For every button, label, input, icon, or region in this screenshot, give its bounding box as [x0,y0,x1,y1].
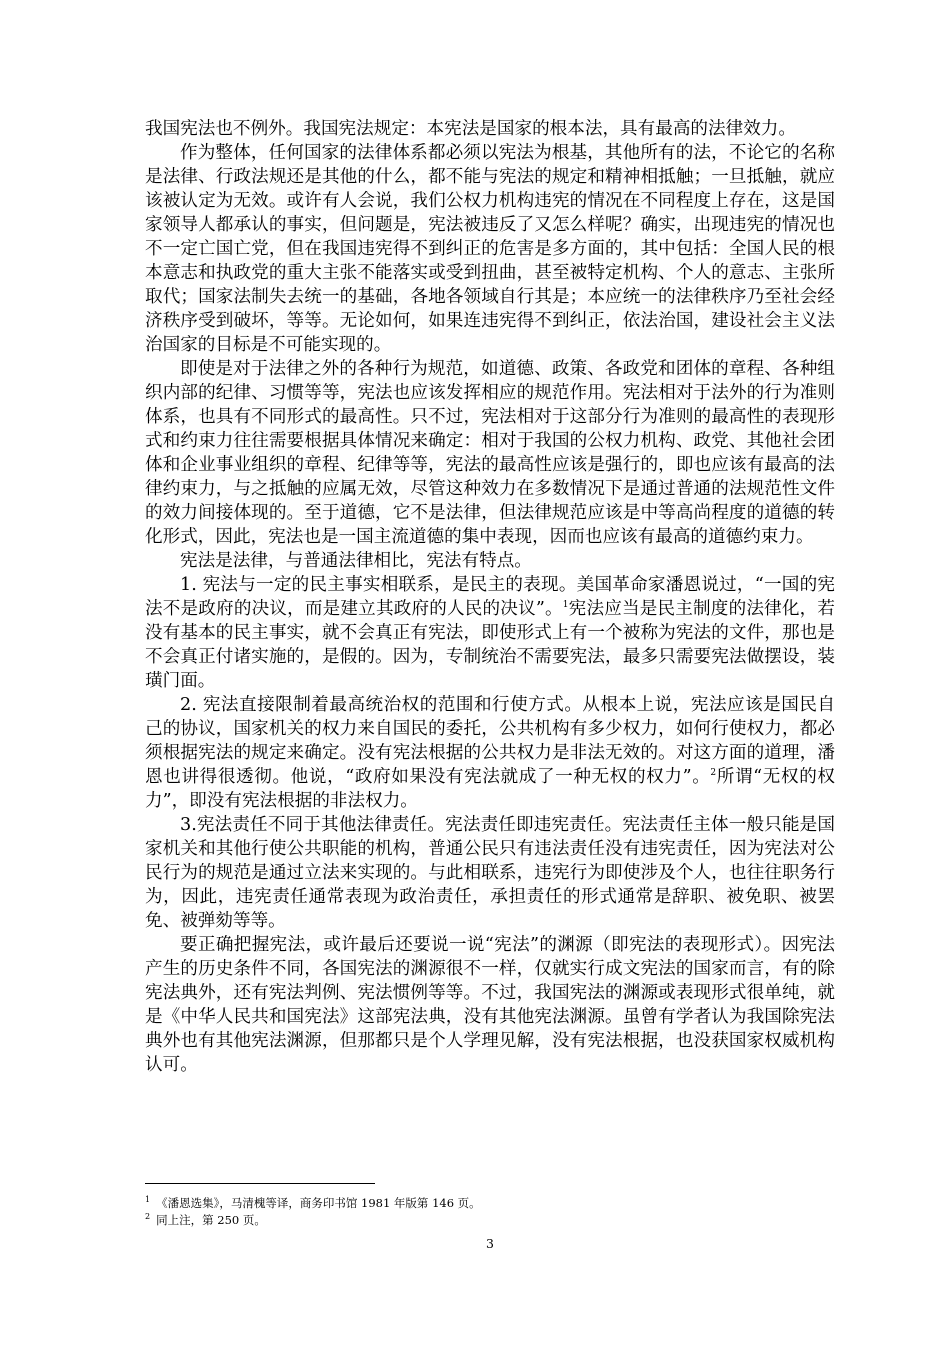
footnote-reference: 2 [710,768,717,778]
body-paragraph [145,549,835,573]
footnotes [145,1195,835,1229]
body-paragraph [145,933,835,1077]
footnote-marker: 2 [145,1212,151,1221]
paragraph-text: 宪法应当是民主制度的法律化，若没有基本的民主事实，就不会真正有宪法，即使形式上有一个被称为宪法的文件，那也是不会真正付诸实施的，是假的。因为，专制统治不需要宪法，最多只需要宪法做摆设，装璜门面。 [145,599,835,691]
body-paragraph [145,693,835,813]
paragraph-text: 2. 宪法直接限制着最高统治权的范围和行使方式。从根本上说，宪法应该是国民自己的协议，国家机关的权力来自国民的委托，公共机构有多少权力，如何行使权力，都必须根据宪法的规定来确定。没有宪法根据的公共权力是非法无效的。对这方面的道理，潘恩也讲得很透彻。他说，“政府如果没有宪法就成了一种无权的权力”。 [145,695,835,787]
paragraph-text: 即使是对于法律之外的各种行为规范，如道德、政策、各政党和团体的章程、各种组织内部的纪律、习惯等等，宪法也应该发挥相应的规范作用。宪法相对于法外的行为准则体系，也具有不同形式的最高性。只不过，宪法相对于这部分行为准则的最高性的表现形式和约束力往往需要根据具体情况来确定：相对于我国的公权力机构、政党、其他社会团体和企业事业组织的章程、纪律等等，宪法的最高性应该是强行的，即也应该有最高的法律约束力，与之抵触的应属无效，尽管这种效力在多数情况下是通过普通的法规范性文件的效力间接体现的。至于道德，它不是法律，但法律规范应该是中等高尚程度的道德的转化形式，因此，宪法也是一国主流道德的集中表现，因而也应该有最高的道德约束力。 [145,359,835,547]
paragraph-text: 作为整体，任何国家的法律体系都必须以宪法为根基，其他所有的法，不论它的名称是法律、行政法规还是其他的什么，都不能与宪法的规定和精神相抵触；一旦抵触，就应该被认定为无效。或许有人会说，我们公权力机构违宪的情况在不同程度上存在，这是国家领导人都承认的事实，但问题是，宪法被违反了又怎么样呢？确实，出现违宪的情况也不一定亡国亡党，但在我国违宪得不到纠正的危害是多方面的，其中包括：全国人民的根本意志和执政党的重大主张不能落实或受到扭曲，甚至被特定机构、个人的意志、主张所取代；国家法制失去统一的基础，各地各领域自行其是；本应统一的法律秩序乃至社会经济秩序受到破坏，等等。无论如何，如果连违宪得不到纠正，依法治国，建设社会主义法治国家的目标是不可能实现的。 [145,143,835,355]
paragraph-text: 宪法是法律，与普通法律相比，宪法有特点。 [180,551,532,571]
paragraph-text: 所谓“无权的权力”，即没有宪法根据的非法权力。 [145,767,836,811]
body-paragraph [145,117,835,141]
body-text [145,117,835,1077]
footnote-text: 同上注，第 250 页。 [156,1213,266,1227]
paragraph-text: 我国宪法也不例外。我国宪法规定：本宪法是国家的根本法，具有最高的法律效力。 [145,119,796,139]
body-paragraph [145,573,835,693]
footnote-marker: 1 [145,1195,151,1204]
body-paragraph [145,357,835,549]
footnote-text: 《潘恩选集》，马清槐等译，商务印书馆 1981 年版第 146 页。 [156,1196,481,1210]
body-paragraph [145,813,835,933]
paragraph-text: 1. 宪法与一定的民主事实相联系，是民主的表现。美国革命家潘恩说过，“一国的宪法不是政府的决议，而是建立其政府的人民的决议”。 [145,575,835,619]
paragraph-text: 要正确把握宪法，或许最后还要说一说“宪法”的渊源（即宪法的表现形式）。因宪法产生的历史条件不同，各国宪法的渊源很不一样，仅就实行成文宪法的国家而言，有的除宪法典外，还有宪法判例、宪法惯例等等。不过，我国宪法的渊源或表现形式很单纯，就是《中华人民共和国宪法》这部宪法典，没有其他宪法渊源。虽曾有学者认为我国除宪法典外也有其他宪法渊源，但那都只是个人学理见解，没有宪法根据，也没获国家权威机构认可。 [145,935,835,1075]
footnote-item [145,1212,835,1229]
body-paragraph [145,141,835,357]
footnote-item [145,1195,835,1212]
paragraph-text: 3.宪法责任不同于其他法律责任。宪法责任即违宪责任。宪法责任主体一般只能是国家机关和其他行使公共职能的机构，普通公民只有违法责任没有违宪责任，因为宪法对公民行为的规范是通过立法来实现的。与此相联系，违宪行为即使涉及个人，也往往职务行为，因此，违宪责任通常表现为政治责任，承担责任的形式通常是辞职、被免职、被罢免、被弹劾等等。 [145,815,835,931]
page-number: 3 [486,1236,494,1251]
footnote-reference: 1 [562,600,569,610]
footnote-separator [145,1183,375,1184]
